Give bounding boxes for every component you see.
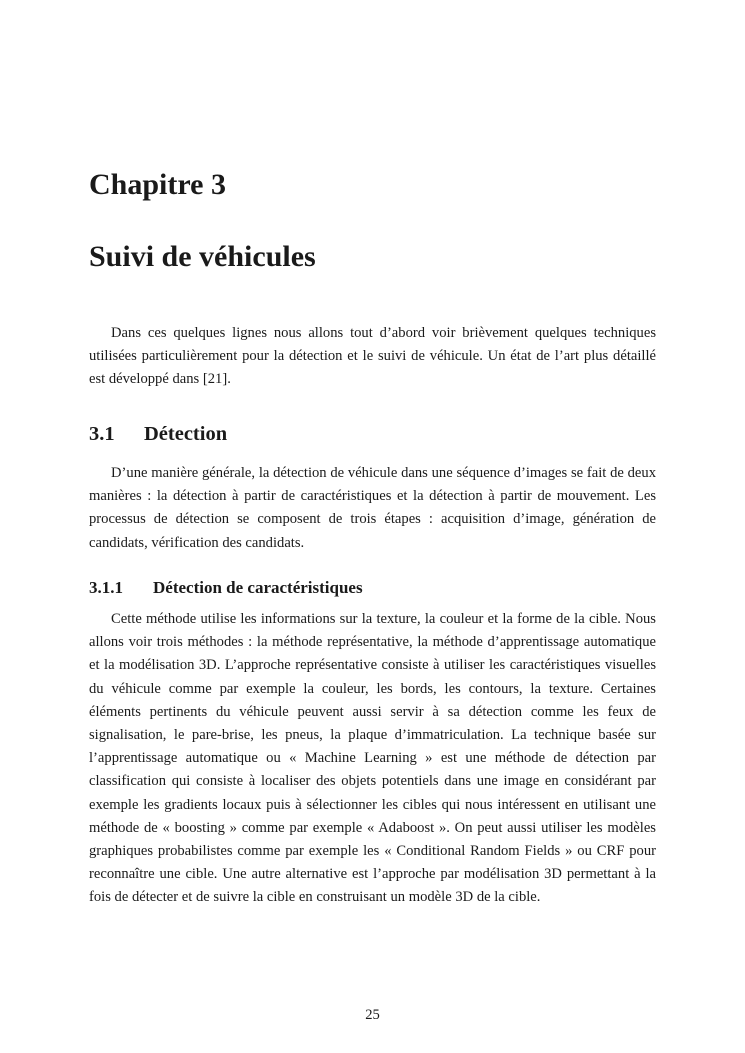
section-heading — [89, 421, 227, 447]
section-number: 3.1 — [89, 423, 115, 445]
subsection-title: Détection de caractéristiques — [153, 578, 363, 597]
chapter-title: Suivi de véhicules — [89, 240, 316, 273]
chapter-label: Chapitre 3 — [89, 168, 226, 201]
subsection-heading — [89, 577, 363, 599]
subsection-paragraph: Cette méthode utilise les informations sur la texture, la couleur et la forme de la cible. Nous allons voir trois méthodes : la méthode représentative, la méthode d’apprentissage automatique et la modélisation 3D. L’approche représentative consiste à utiliser les caractéristiques visuelles du véhicule comme par exemple la couleur, les bords, les contours, la texture. Certaines éléments pertinents du véhicule peuvent aussi servir à sa détection comme les feux de signalisation, le pare-brise, les pneus, la plaque d’immatriculation. La technique basée sur l’apprentissage automatique ou « Machine Learning » est une méthode de détection par classification qui consiste à localiser des objets potentiels dans une image en considérant par exemple les gradients locaux puis à sélectionner les cibles qui nous intéressent en utilisant une méthode de « boosting » comme par exemple « Adaboost ». On peut aussi utiliser les modèles graphiques probabilistes comme par exemple les « Conditional Random Fields » ou CRF pour reconnaître une cible. Une autre alternative est l’approche par modélisation 3D permettant à la fois de détecter et de suivre la cible en construisant un modèle 3D de la cible. — [89, 611, 656, 906]
section-title: Détection — [144, 423, 228, 445]
page-number: 25 — [365, 1007, 380, 1023]
intro-paragraph: Dans ces quelques lignes nous allons tout d’abord voir brièvement quelques techniques utilisées particulièrement pour la détection et le suivi de véhicule. Un état de l’art plus détaillé est développé dans [21]. — [89, 325, 656, 388]
section-paragraph: D’une manière générale, la détection de véhicule dans une séquence d’images se fait de deux manières : la détection à partir de caractéristiques et la détection à partir de mouvement. Les processus de détection se composent de trois étapes : acquisition d’image, génération de candidats, vérification des candidats. — [89, 465, 656, 551]
subsection-number: 3.1.1 — [89, 578, 123, 597]
